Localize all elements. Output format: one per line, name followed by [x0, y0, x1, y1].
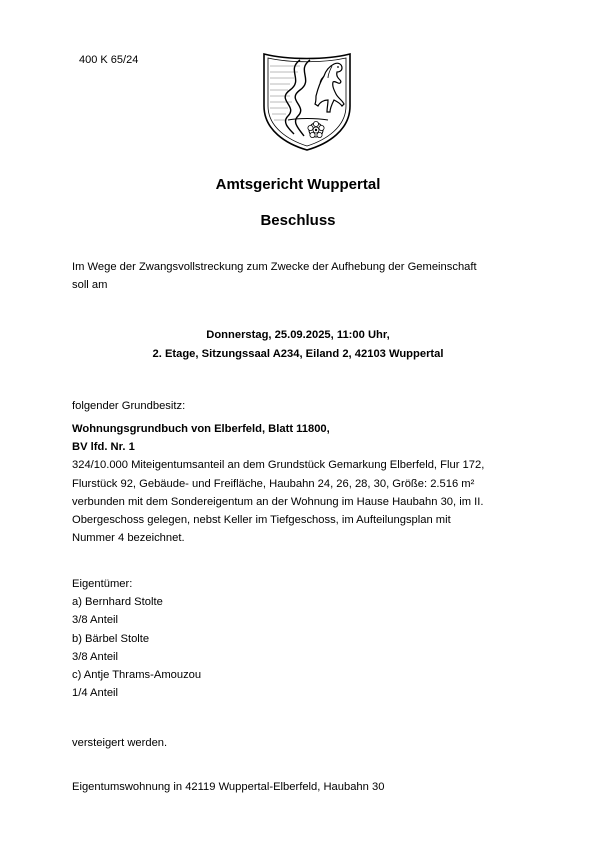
property-block: [72, 420, 542, 547]
appointment-block: [0, 326, 596, 364]
owners-label: Eigentümer:: [72, 578, 133, 590]
property-description-line: Nummer 4 bezeichnet.: [72, 532, 185, 545]
property-description-line: Flurstück 92, Gebäude- und Freifläche, Haubahn 24, 26, 28, 30, Größe: 2.516 m²: [72, 477, 475, 490]
owners-block: [72, 575, 542, 702]
document-type: Beschluss: [260, 212, 336, 229]
auction-text: versteigert werden.: [72, 737, 168, 749]
crest-svg: [258, 48, 356, 152]
owner-share: 1/4 Anteil: [72, 687, 119, 700]
property-description-line: 324/10.000 Miteigentumsanteil an dem Grundstück Gemarkung Elberfeld, Flur 172,: [72, 459, 485, 472]
property-description-line: verbunden mit dem Sondereigentum an der Wohnung im Hause Haubahn 30, im II.: [72, 495, 484, 508]
owner-name: c) Antje Thrams-Amouzou: [72, 669, 202, 682]
property-bv-number: BV lfd. Nr. 1: [72, 441, 135, 454]
appointment-location: 2. Etage, Sitzungssaal A234, Eiland 2, 42103 Wuppertal: [152, 348, 444, 360]
property-register: Wohnungsgrundbuch von Elberfeld, Blatt 11800,: [72, 423, 330, 435]
property-label: folgender Grundbesitz:: [72, 400, 186, 412]
nrw-coat-of-arms-icon: [258, 48, 356, 152]
owner-name: b) Bärbel Stolte: [72, 632, 150, 645]
case-number: 400 K 65/24: [79, 54, 139, 66]
property-description-line: Obergeschoss gelegen, nebst Keller im Tiefgeschoss, im Aufteilungsplan mit: [72, 514, 451, 527]
property-location: Eigentumswohnung in 42119 Wuppertal-Elberfeld, Haubahn 30: [72, 781, 385, 793]
owner-share: 3/8 Anteil: [72, 614, 119, 627]
appointment-date: Donnerstag, 25.09.2025, 11:00 Uhr,: [206, 329, 390, 341]
intro-line: soll am: [72, 279, 108, 291]
intro-line: Im Wege der Zwangsvollstreckung zum Zwecke der Aufhebung der Gemeinschaft: [72, 261, 477, 273]
intro-paragraph: [72, 258, 532, 294]
owner-share: 3/8 Anteil: [72, 650, 119, 663]
owner-name: a) Bernhard Stolte: [72, 596, 163, 609]
court-name: Amtsgericht Wuppertal: [215, 176, 381, 193]
